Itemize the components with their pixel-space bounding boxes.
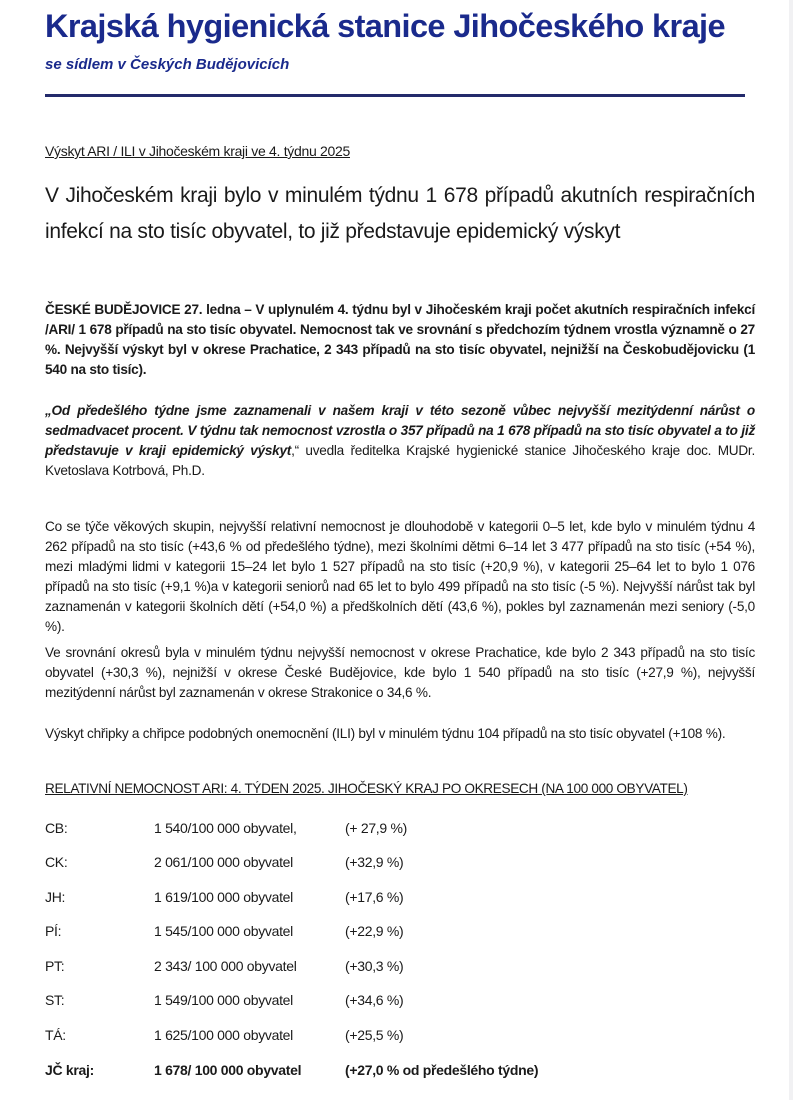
organization-subtitle: se sídlem v Českých Budějovicích — [45, 56, 290, 73]
document-kicker: Výskyt ARI / ILI v Jihočeském kraji ve 4. týdnu 2025 — [45, 143, 350, 159]
district-code: JH: — [45, 889, 66, 905]
table-heading: RELATIVNÍ NEMOCNOST ARI: 4. TÝDEN 2025. JIHOČESKÝ KRAJ PO OKRESECH (NA 100 000 OBYVATEL) — [45, 781, 688, 796]
district-code: CB: — [45, 820, 68, 836]
lead-headline: V Jihočeském kraji bylo v minulém týdnu 1 678 případů akutních respiračních infekcí na sto tisíc obyvatel, to již představuje epidemický výskyt — [45, 184, 755, 243]
district-change: (+ 27,9 %) — [345, 820, 407, 836]
district-code: ST: — [45, 992, 65, 1008]
district-rate: 1 549/100 000 obyvatel — [154, 992, 293, 1008]
district-code: PÍ: — [45, 923, 62, 939]
district-code: CK: — [45, 854, 68, 870]
district-change: (+30,3 %) — [345, 958, 404, 974]
district-change: (+32,9 %) — [345, 854, 404, 870]
district-rate: 1 540/100 000 obyvatel, — [154, 820, 297, 836]
ili-paragraph: Výskyt chřipky a chřipce podobných onemocnění (ILI) byl v minulém týdnu 104 případů na sto tisíc obyvatel (+108 %). — [45, 726, 726, 741]
region-change: (+27,0 % od předešlého týdne) — [345, 1062, 539, 1078]
district-rate: 2 061/100 000 obyvatel — [154, 854, 293, 870]
district-change: (+22,9 %) — [345, 923, 404, 939]
district-change: (+17,6 %) — [345, 889, 404, 905]
districts-paragraph: Ve srovnání okresů byla v minulém týdnu nejvyšší nemocnost v okrese Prachatice, kde bylo 2 343 případů na sto tisíc obyvatel (+30,3 %), nejnižší v okrese České Budějovice, kde bylo 1 540 případů na sto tisíc (+27,9 %), nejvyšší mezitýdenní nárůst byl zaznamenán v okrese Strakonice o 34,6 %. — [45, 645, 755, 700]
district-rate: 2 343/ 100 000 obyvatel — [154, 958, 297, 974]
header-divider — [45, 94, 745, 97]
quote-attribution: ,“ uvedla ředitelka Krajské hygienické stanice Jihočeského kraje doc. MUDr. Kvetoslava Kotrbová, Ph.D. — [45, 443, 755, 478]
district-change: (+34,6 %) — [345, 992, 404, 1008]
intro-paragraph: ČESKÉ BUDĚJOVICE 27. ledna – V uplynulém 4. týdnu byl v Jihočeském kraji počet akutních respiračních infekcí /ARI/ 1 678 případů na sto tisíc obyvatel. Nemocnost tak ve srovnání s předchozím týdnem vrostla významně o 27 %. Nejvyšší výskyt byl v okrese Prachatice, 2 343 případů na sto tisíc obyvatel, nejnižší na Českobudějovicku (1 540 na sto tisíc). — [45, 302, 755, 377]
quote-paragraph — [45, 401, 755, 481]
quote-text: „Od předešlého týdne jsme zaznamenali v našem kraji v této sezoně vůbec nejvyšší mezitýdenní nárůst o sedmadvacet procent. V týdnu tak nemocnost vzrostla o 357 případů na 1 678 případů na sto tisíc obyvatel a to již představuje v kraji epidemický výskyt — [45, 403, 755, 458]
organization-title: Krajská hygienická stanice Jihočeského kraje — [45, 8, 725, 44]
district-code: PT: — [45, 958, 65, 974]
district-code: TÁ: — [45, 1027, 66, 1043]
district-rate: 1 625/100 000 obyvatel — [154, 1027, 293, 1043]
age-groups-paragraph: Co se týče věkových skupin, nejvyšší relativní nemocnost je dlouhodobě v kategorii 0–5 let, kde bylo v minulém týdnu 4 262 případů na sto tisíc (+43,6 % od předešlého týdne), mezi školními dětmi 6–14 let 3 477 případů na sto tisíc (+54 %), mezi mladými lidmi v kategorii 15–24 let bylo 1 527 případů na sto tisíc (+20,9 %), v kategorii 25–64 let to bylo 1 076 případů na sto tisíc (+9,1 %)a v kategorii seniorů nad 65 let to bylo 499 případů na sto tisíc (-5 %). Nejvyšší nárůst tak byl zaznamenán v kategorii školních dětí (+54,0 %) a předškolních dětí (43,6 %), pokles byl zaznamenán mezi seniory (-5,0 %). — [45, 519, 755, 634]
district-rate: 1 619/100 000 obyvatel — [154, 889, 293, 905]
region-rate: 1 678/ 100 000 obyvatel — [154, 1062, 302, 1078]
district-change: (+25,5 %) — [345, 1027, 404, 1043]
region-label: JČ kraj: — [45, 1062, 94, 1078]
page-edge — [789, 0, 793, 1100]
district-rate: 1 545/100 000 obyvatel — [154, 923, 293, 939]
